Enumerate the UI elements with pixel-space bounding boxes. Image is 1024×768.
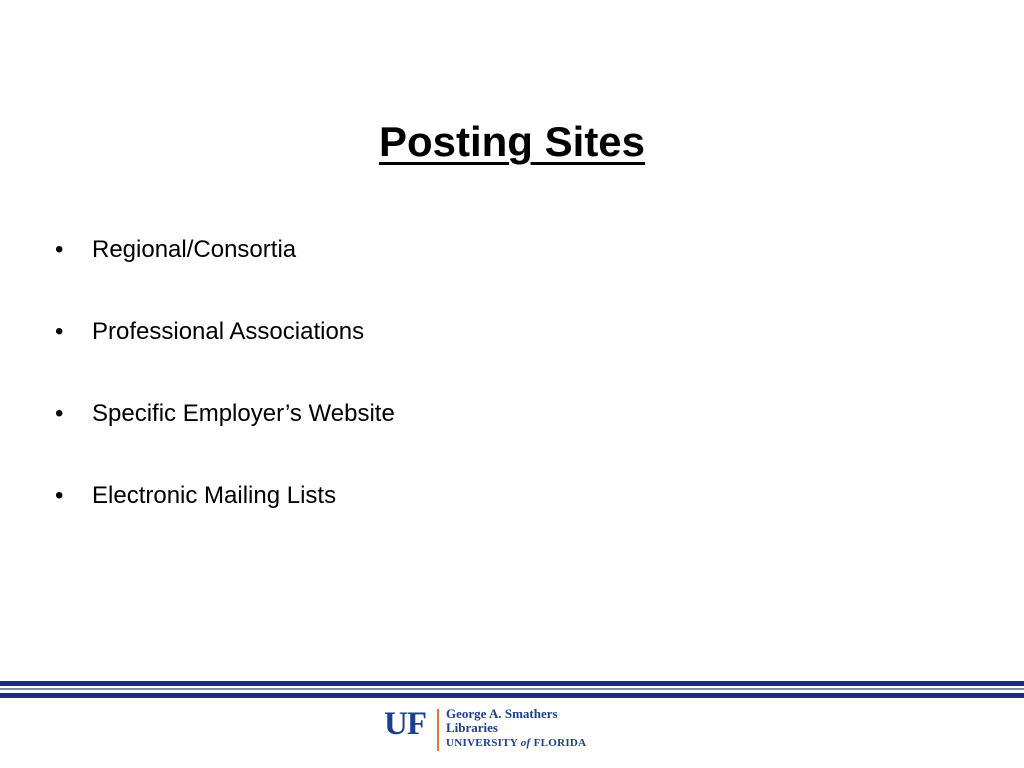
slide-title-text: Posting Sites — [378, 118, 646, 165]
logo-line-libraries: Libraries — [446, 720, 498, 735]
logo-line-smathers: George A. Smathers — [446, 706, 558, 721]
bullet-icon: • — [55, 318, 64, 345]
bullet-text: Electronic Mailing Lists — [92, 482, 337, 509]
uf-libraries-logo — [384, 707, 644, 753]
logo-florida-word: FLORIDA — [533, 737, 587, 749]
logo-of-word: of — [520, 737, 531, 749]
logo-university-word: UNIVERSITY — [446, 737, 518, 749]
bullet-icon: • — [55, 482, 64, 509]
logo-wordmark — [446, 707, 586, 751]
footer-rule-bottom — [0, 693, 1024, 698]
logo-line-university — [446, 735, 586, 751]
footer-rule-top — [0, 681, 1024, 686]
slide-title — [0, 112, 1024, 172]
footer-rule-middle — [0, 688, 1024, 690]
logo-divider — [437, 709, 439, 751]
uf-logo-mark: UF — [384, 706, 426, 742]
bullet-icon: • — [55, 236, 64, 263]
bullet-icon: • — [55, 400, 64, 427]
bullet-text: Professional Associations — [92, 318, 365, 345]
bullet-text: Specific Employer’s Website — [92, 400, 395, 427]
bullet-text: Regional/Consortia — [92, 236, 297, 263]
